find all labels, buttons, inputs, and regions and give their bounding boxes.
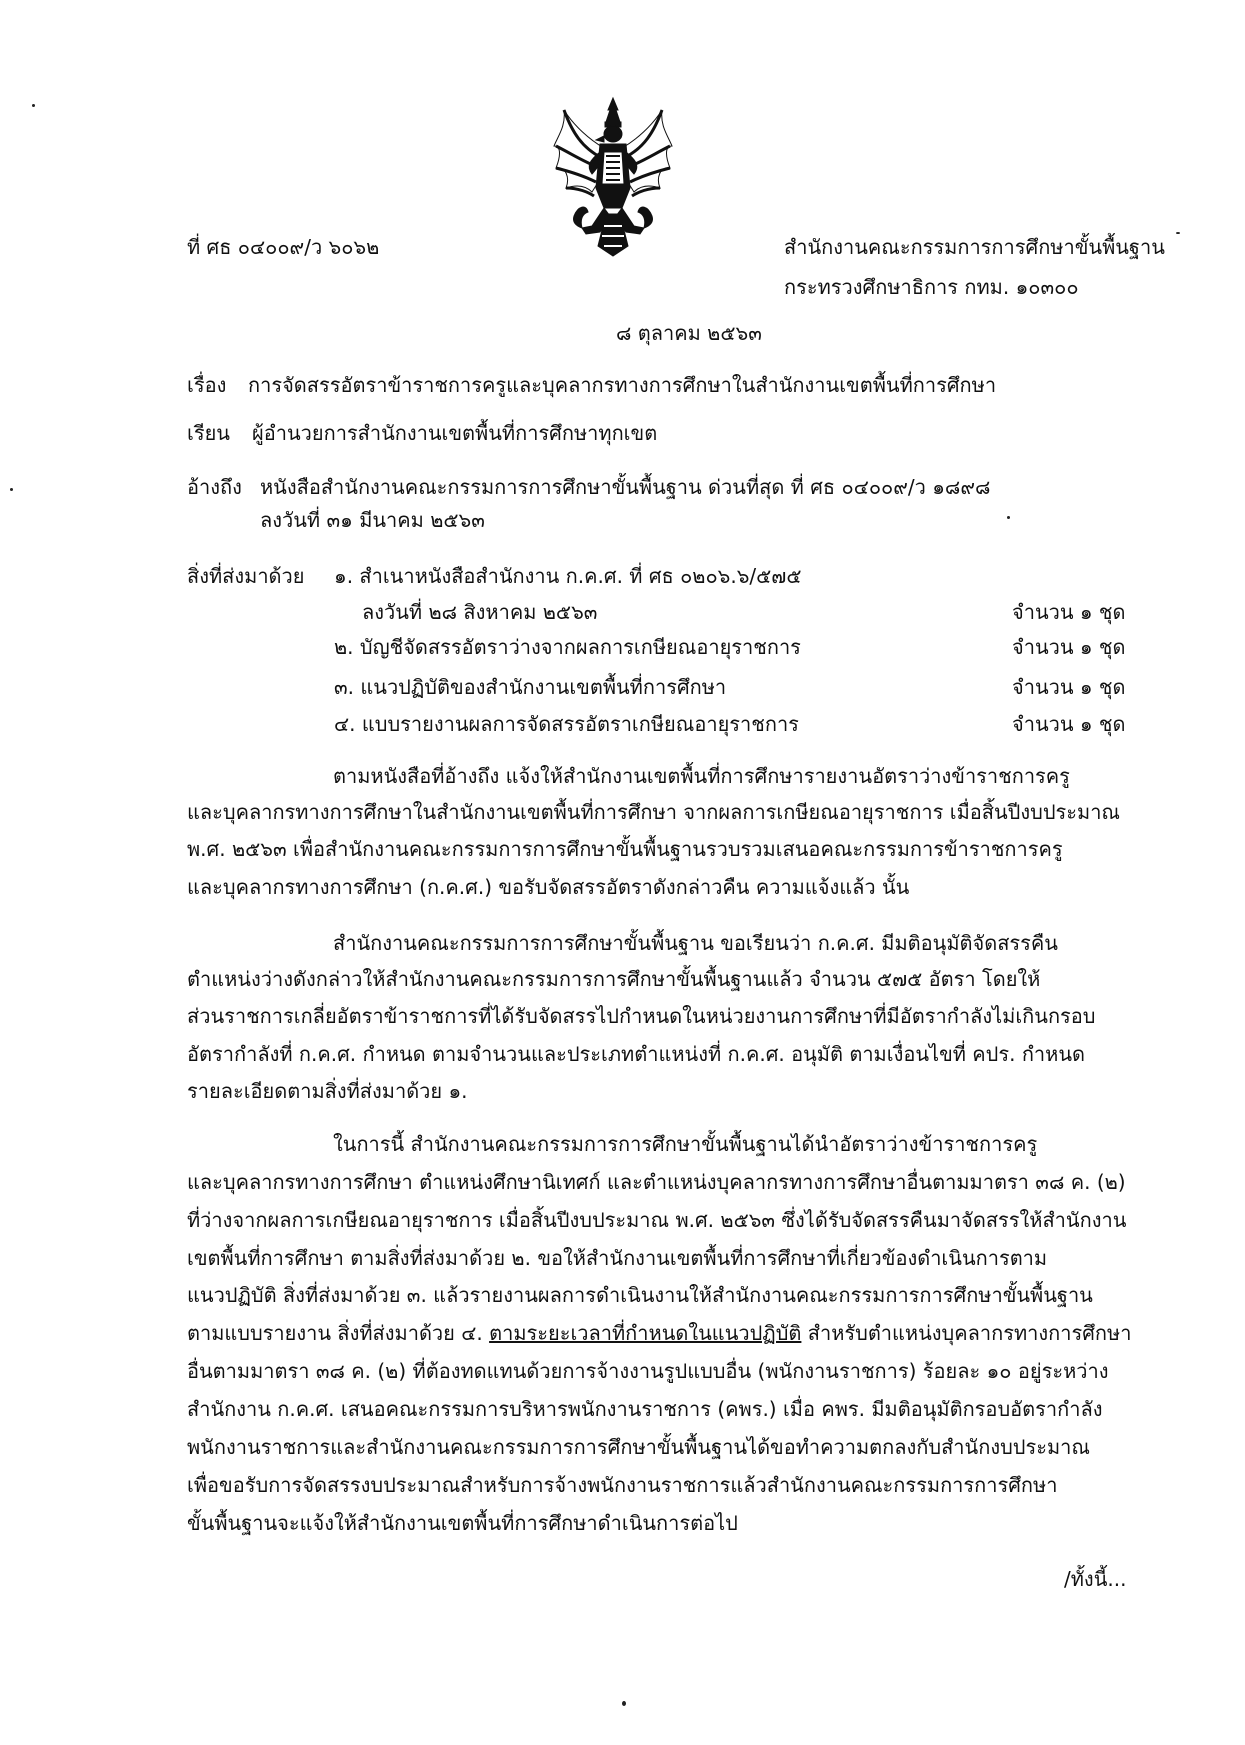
enclosure-item-1: ๑. สำเนาหนังสือสำนักงาน ก.ค.ศ. ที่ ศธ ๐๒๐๖.๖/๕๗๕ bbox=[334, 564, 802, 588]
enclosure-item-2: ๒. บัญชีจัดสรรอัตราว่างจากผลการเกษียณอายุราชการ bbox=[334, 635, 801, 659]
paragraph-2-line-3: ส่วนราชการเกลี่ยอัตราข้าราชการที่ได้รับจัดสรรไปกำหนดในหน่วยงานการศึกษาที่มีอัตรากำลังไม่เกินกรอบ bbox=[187, 1004, 1096, 1028]
paragraph-2-line-2: ตำแหน่งว่างดังกล่าวให้สำนักงานคณะกรรมการการศึกษาขั้นพื้นฐานแล้ว จำนวน ๕๗๕ อัตรา โดยให้ bbox=[187, 967, 1041, 991]
continuation-marker: /ทั้งนี้... bbox=[1064, 1567, 1127, 1591]
paragraph-2-line-1: สำนักงานคณะกรรมการการศึกษาขั้นพื้นฐาน ขอเรียนว่า ก.ค.ศ. มีมติอนุมัติจัดสรรคืน bbox=[333, 931, 1058, 955]
paragraph-1-line-4: และบุคลากรทางการศึกษา (ก.ค.ศ.) ขอรับจัดสรรอัตราดังกล่าวคืน ความแจ้งแล้ว นั้น bbox=[187, 875, 910, 899]
document-date: ๘ ตุลาคม ๒๕๖๓ bbox=[616, 321, 762, 345]
enclosures-label: สิ่งที่ส่งมาด้วย bbox=[187, 564, 305, 588]
reference-text-line2: ลงวันที่ ๓๑ มีนาคม ๒๕๖๓ bbox=[260, 508, 485, 532]
enclosure-item-4: ๔. แบบรายงานผลการจัดสรรอัตราเกษียณอายุราชการ bbox=[334, 712, 799, 736]
paragraph-3-line-1: ในการนี้ สำนักงานคณะกรรมการการศึกษาขั้นพื้นฐานได้นำอัตราว่างข้าราชการครู bbox=[333, 1132, 1038, 1156]
reference-label: อ้างถึง bbox=[187, 475, 242, 499]
enclosure-item-1-date: ลงวันที่ ๒๘ สิงหาคม ๒๕๖๓ bbox=[362, 600, 598, 624]
paragraph-3-line-6 bbox=[187, 1316, 1131, 1350]
paragraph-3-line-7: อื่นตามมาตรา ๓๘ ค. (๒) ที่ต้องทดแทนด้วยการจ้างงานรูปแบบอื่น (พนักงานราชการ) ร้อยละ ๑๐ อยู่ระหว่าง bbox=[187, 1359, 1109, 1383]
scan-speck bbox=[622, 1701, 626, 1706]
paragraph-1-line-2: และบุคลากรทางการศึกษาในสำนักงานเขตพื้นที่การศึกษา จากผลการเกษียณอายุราชการ เมื่อสิ้นปีงบประมาณ bbox=[187, 800, 1120, 824]
recipient-text: ผู้อำนวยการสำนักงานเขตพื้นที่การศึกษาทุกเขต bbox=[252, 421, 658, 445]
enclosure-item-3: ๓. แนวปฏิบัติของสำนักงานเขตพื้นที่การศึกษา bbox=[334, 675, 727, 699]
recipient-label: เรียน bbox=[187, 421, 230, 445]
scan-speck bbox=[1176, 232, 1180, 234]
agency-name: สำนักงานคณะกรรมการการศึกษาขั้นพื้นฐาน bbox=[784, 235, 1165, 259]
scan-speck bbox=[32, 104, 35, 107]
enclosure-qty-2: จำนวน ๑ ชุด bbox=[1012, 635, 1126, 659]
scan-speck bbox=[10, 488, 13, 491]
enclosure-qty-3: จำนวน ๑ ชุด bbox=[1012, 675, 1126, 699]
reference-text-line1: หนังสือสำนักงานคณะกรรมการการศึกษาขั้นพื้นฐาน ด่วนที่สุด ที่ ศธ ๐๔๐๐๙/ว ๑๘๙๘ bbox=[260, 475, 991, 499]
paragraph-3-line-3: ที่ว่างจากผลการเกษียณอายุราชการ เมื่อสิ้นปีงบประมาณ พ.ศ. ๒๕๖๓ ซึ่งได้รับจัดสรรคืนมาจัดสรรให้สำนักงาน bbox=[187, 1208, 1127, 1232]
paragraph-3-line-11: ขั้นพื้นฐานจะแจ้งให้สำนักงานเขตพื้นที่การศึกษาดำเนินการต่อไป bbox=[187, 1511, 738, 1535]
paragraph-2-line-5: รายละเอียดตามสิ่งที่ส่งมาด้วย ๑. bbox=[187, 1079, 468, 1103]
paragraph-1-line-1: ตามหนังสือที่อ้างถึง แจ้งให้สำนักงานเขตพื้นที่การศึกษารายงานอัตราว่างข้าราชการครู bbox=[333, 764, 1070, 788]
reference-number: ที่ ศธ ๐๔๐๐๙/ว ๖๐๖๒ bbox=[187, 235, 380, 259]
paragraph-3-line-6-end: สำหรับตำแหน่งบุคลากรทางการศึกษา bbox=[801, 1321, 1132, 1345]
paragraph-3-line-8: สำนักงาน ก.ค.ศ. เสนอคณะกรรมการบริหารพนักงานราชการ (คพร.) เมื่อ คพร. มีมติอนุมัติกรอบอัตรากำลัง bbox=[187, 1397, 1103, 1421]
paragraph-3-line-6-start: ตามแบบรายงาน สิ่งที่ส่งมาด้วย ๔. bbox=[187, 1321, 490, 1345]
scan-speck bbox=[1007, 516, 1010, 519]
deadline-underlined-text: ตามระยะเวลาที่กำหนดในแนวปฏิบัติ bbox=[489, 1321, 802, 1345]
enclosure-qty-1: จำนวน ๑ ชุด bbox=[1012, 600, 1126, 624]
paragraph-3-line-5: แนวปฏิบัติ สิ่งที่ส่งมาด้วย ๓. แล้วรายงานผลการดำเนินงานให้สำนักงานคณะกรรมการการศึกษาขั้นพื้นฐาน bbox=[187, 1283, 1093, 1307]
paragraph-3-line-2: และบุคลากรทางการศึกษา ตำแหน่งศึกษานิเทศก์ และตำแหน่งบุคลากรทางการศึกษาอื่นตามมาตรา ๓๘ ค. (๒) bbox=[187, 1170, 1126, 1194]
paragraph-3-line-10: เพื่อขอรับการจัดสรรงบประมาณสำหรับการจ้างพนักงานราชการแล้วสำนักงานคณะกรรมการการศึกษา bbox=[187, 1473, 1058, 1497]
paragraph-1-line-3: พ.ศ. ๒๕๖๓ เพื่อสำนักงานคณะกรรมการการศึกษาขั้นพื้นฐานรวบรวมเสนอคณะกรรมการข้าราชการครู bbox=[187, 837, 1063, 861]
paragraph-2-line-4: อัตรากำลังที่ ก.ค.ศ. กำหนด ตามจำนวนและประเภทตำแหน่งที่ ก.ค.ศ. อนุมัติ ตามเงื่อนไขที่ คปร. กำหนด bbox=[187, 1042, 1085, 1066]
paragraph-3-line-9: พนักงานราชการและสำนักงานคณะกรรมการการศึกษาขั้นพื้นฐานได้ขอทำความตกลงกับสำนักงบประมาณ bbox=[187, 1435, 1090, 1459]
garuda-emblem-icon bbox=[552, 96, 674, 258]
paragraph-3-line-4: เขตพื้นที่การศึกษา ตามสิ่งที่ส่งมาด้วย ๒. ขอให้สำนักงานเขตพื้นที่การศึกษาที่เกี่ยวข้องดำเนินการตาม bbox=[187, 1246, 1048, 1270]
agency-address: กระทรวงศึกษาธิการ กทม. ๑๐๓๐๐ bbox=[784, 275, 1079, 299]
enclosure-qty-4: จำนวน ๑ ชุด bbox=[1012, 712, 1126, 736]
subject-text: การจัดสรรอัตราข้าราชการครูและบุคลากรทางการศึกษาในสำนักงานเขตพื้นที่การศึกษา bbox=[248, 373, 997, 397]
subject-label: เรื่อง bbox=[187, 373, 227, 397]
